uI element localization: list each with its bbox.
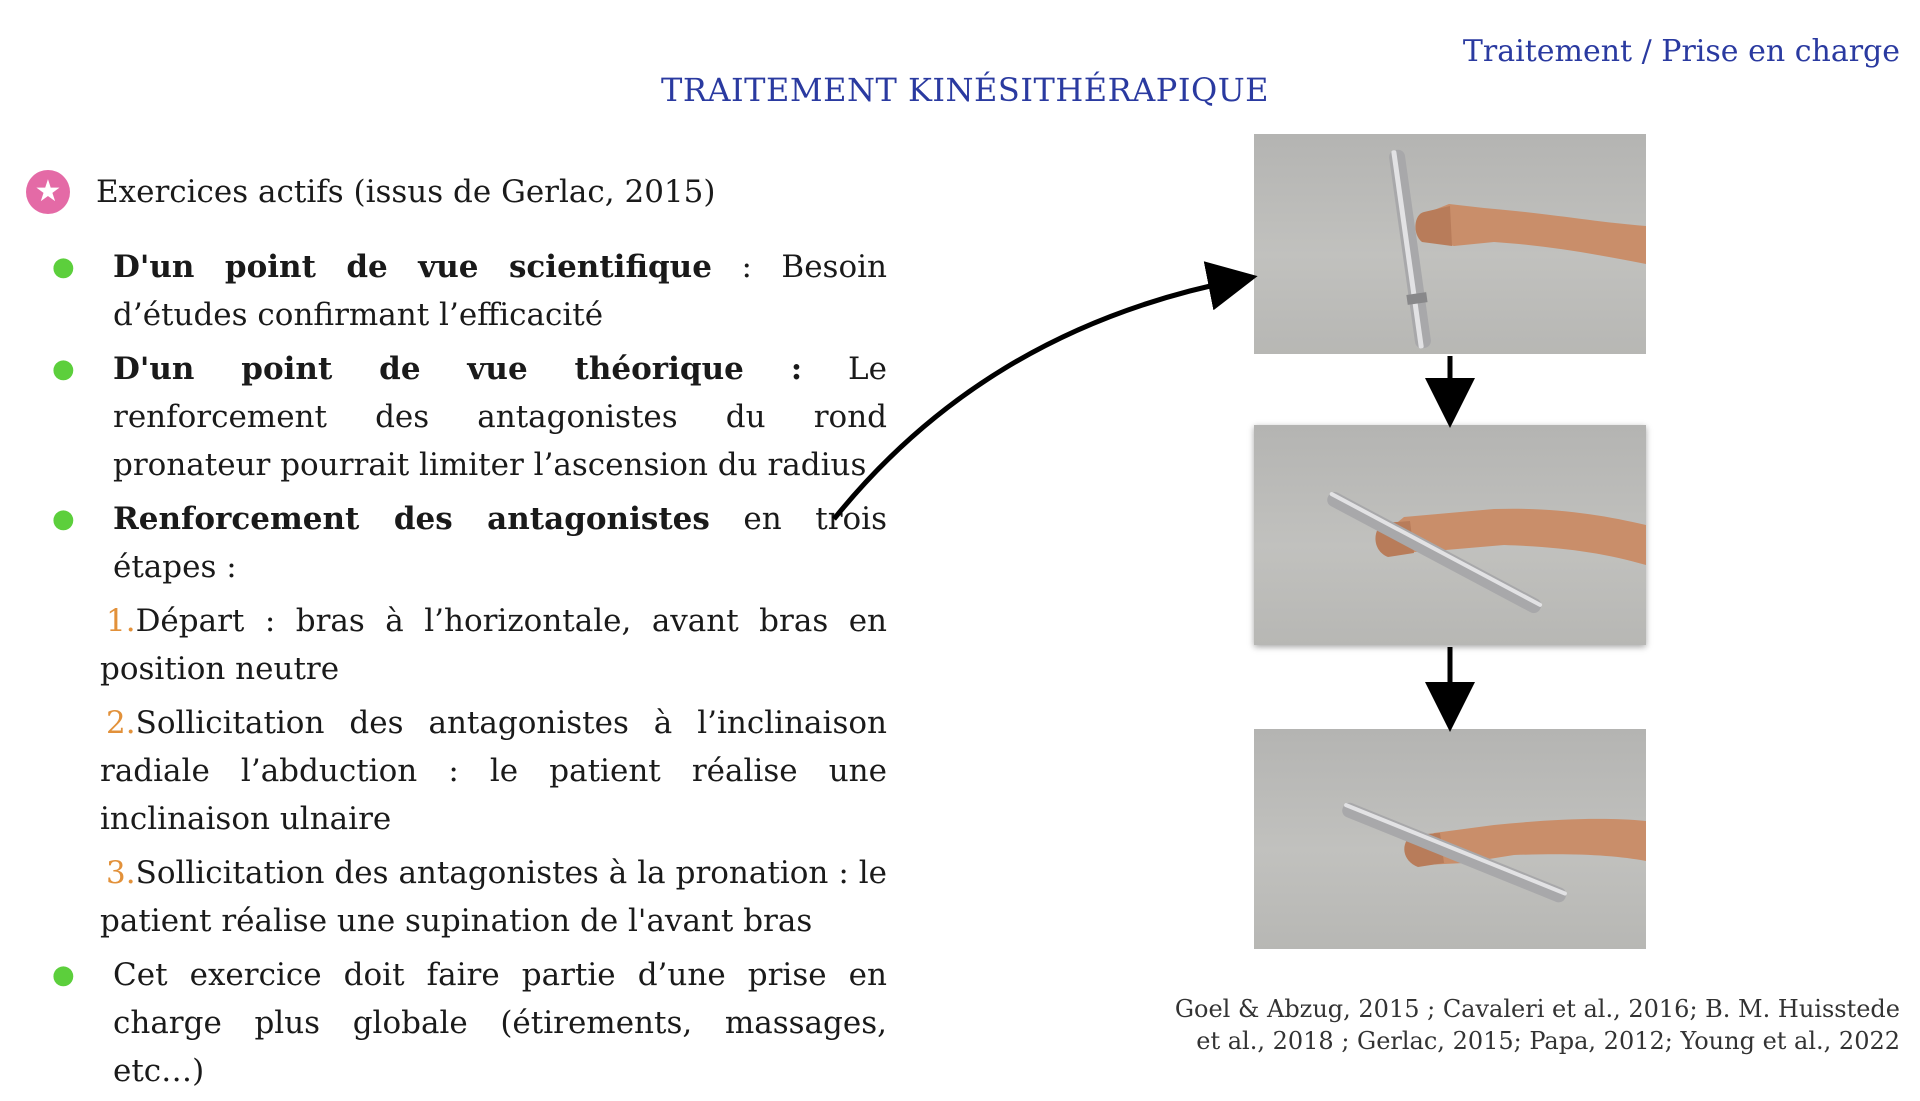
exercise-photo-ulnar-inclination — [1254, 425, 1646, 645]
reference-line: Goel & Abzug, 2015 ; Cavaleri et al., 2016; B. M. Huisstede — [1174, 995, 1900, 1023]
section-heading — [26, 170, 715, 214]
bullet-bold: D'un point de vue théorique : — [113, 351, 803, 387]
bullet-dot-icon: ● — [52, 252, 75, 282]
content-list — [48, 243, 887, 1101]
bullet-text: Cet exercice doit faire partie d’une prise en charge plus globale (étirements, massages, etc…) — [113, 957, 887, 1089]
references — [1175, 993, 1900, 1057]
step-item — [48, 597, 887, 693]
reference-line: et al., 2018 ; Gerlac, 2015; Papa, 2012; Young et al., 2022 — [1196, 1027, 1900, 1055]
step-item — [48, 699, 887, 843]
list-item — [48, 345, 887, 489]
curved-arrow — [834, 280, 1238, 519]
breadcrumb: Traitement / Prise en charge — [1462, 34, 1900, 69]
bullet-text: en trois étapes : — [113, 501, 887, 585]
list-item — [48, 495, 887, 591]
step-text: Sollicitation des antagonistes à la pronation : le patient réalise une supination de l'avant bras — [100, 855, 887, 939]
step-text: Départ : bras à l’horizontale, avant bras en position neutre — [100, 603, 887, 687]
bullet-text: Le renforcement des antagonistes du rond pronateur pourrait limiter l’ascension du radius — [113, 351, 887, 483]
step-item — [48, 849, 887, 945]
bullet-dot-icon: ● — [52, 354, 75, 384]
bullet-dot-icon: ● — [52, 960, 75, 990]
step-number: 3. — [106, 855, 136, 891]
step-text: Sollicitation des antagonistes à l’inclinaison radiale l’abduction : le patient réalise une inclinaison ulnaire — [100, 705, 887, 837]
star-icon: ★ — [26, 170, 70, 214]
step-number: 2. — [106, 705, 136, 741]
exercise-photo-start — [1254, 134, 1646, 354]
bullet-text: : Besoin d’études confirmant l’efficacité — [113, 249, 888, 333]
exercise-photo-supination — [1254, 729, 1646, 949]
list-item — [48, 951, 887, 1095]
bullet-dot-icon: ● — [52, 504, 75, 534]
bullet-bold: D'un point de vue scientifique — [113, 249, 712, 285]
page-title: TRAITEMENT KINÉSITHÉRAPIQUE — [660, 71, 1270, 109]
section-heading-text: Exercices actifs (issus de Gerlac, 2015) — [96, 174, 716, 210]
bullet-bold: Renforcement des antagonistes — [113, 501, 710, 537]
step-number: 1. — [106, 603, 136, 639]
list-item — [48, 243, 887, 339]
